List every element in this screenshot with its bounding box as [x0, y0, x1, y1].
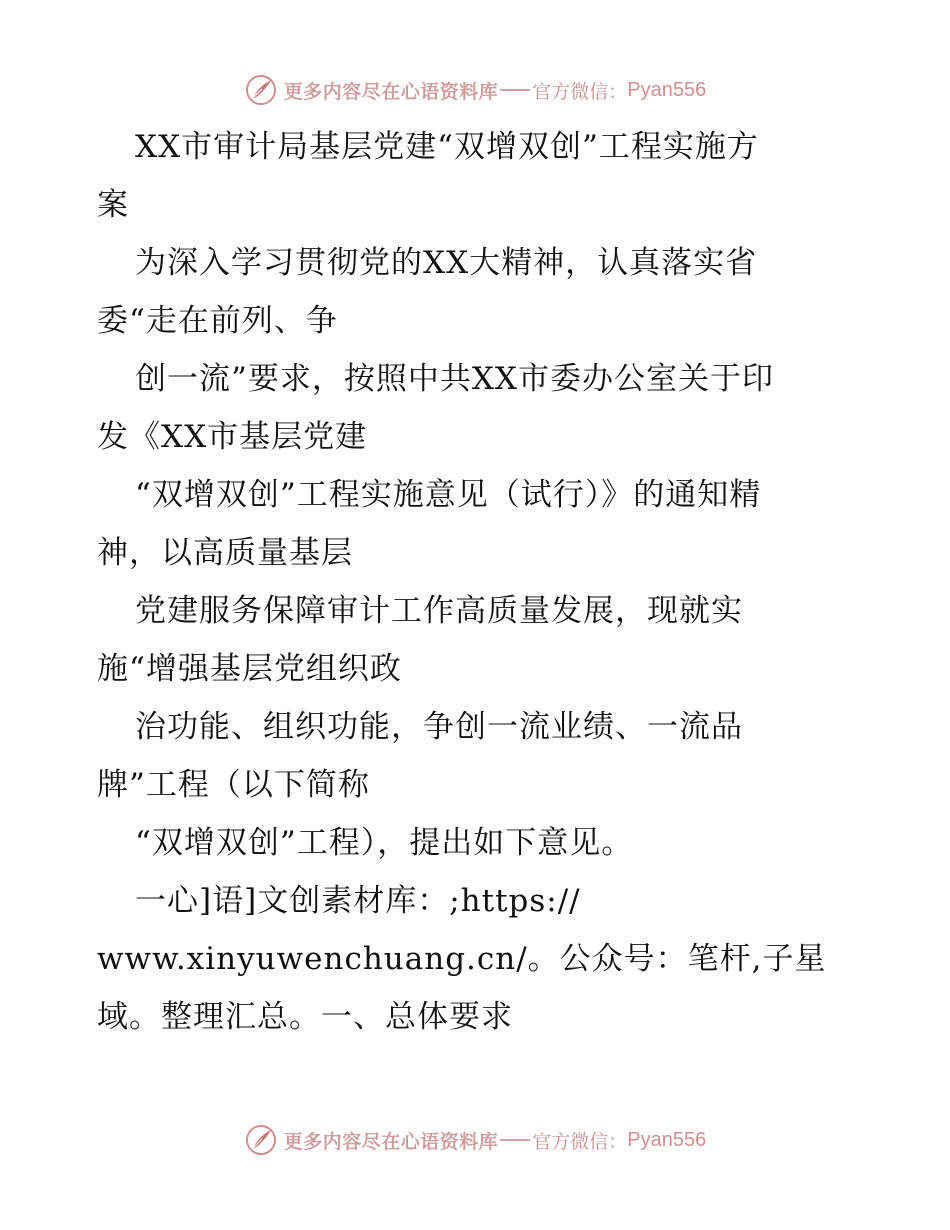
quill-logo-icon: [244, 73, 278, 107]
banner-dash: [500, 89, 530, 91]
doc-text-line: 党建服务保障审计工作高质量发展，现就实: [135, 593, 743, 629]
doc-text-line: 牌”工程（以下简称: [97, 767, 370, 803]
banner-brand-text: 更多内容尽在心语资料库: [283, 80, 499, 103]
doc-text-line: 委“走在前列、争: [97, 303, 338, 339]
banner-wechat-id: Pyan556: [627, 78, 707, 101]
banner-brand-text: 更多内容尽在心语资料库: [283, 1130, 499, 1153]
doc-text-line: 施“增强基层党组织政: [97, 651, 402, 687]
doc-text-line: “双增双创”工程实施意见（试行）》的通知精: [135, 477, 762, 513]
doc-text-line: 治功能、组织功能，争创一流业绩、一流品: [135, 709, 743, 745]
doc-text-line: “双增双创”工程），提出如下意见。: [135, 825, 634, 861]
doc-text-line: www.xinyuwenchuang.cn/。公众号：笔杆,子星: [97, 941, 827, 977]
doc-title-line-2: 案: [97, 187, 129, 223]
header-watermark-banner: [0, 70, 950, 110]
doc-text-line: 神，以高质量基层: [97, 535, 353, 571]
doc-text-line: 为深入学习贯彻党的XX大精神，认真落实省: [135, 245, 758, 281]
banner-wechat-label: 官方微信：: [532, 80, 628, 103]
quill-logo-icon: [244, 1123, 278, 1157]
doc-text-line: 域。整理汇总。一、总体要求: [97, 999, 513, 1035]
doc-text-line: 创一流”要求，按照中共XX市委办公室关于印: [135, 361, 774, 397]
banner-wechat-id: Pyan556: [627, 1128, 707, 1151]
doc-title-line-1: XX市审计局基层党建“双增双创”工程实施方: [135, 129, 759, 165]
banner-wechat-label: 官方微信：: [532, 1130, 628, 1153]
document-body: [97, 118, 867, 1046]
doc-text-line: 发《XX市基层党建: [97, 419, 368, 455]
banner-dash: [500, 1139, 530, 1141]
doc-text-line: 一心]语]文创素材库：;https://: [135, 883, 581, 919]
footer-watermark-banner: [0, 1120, 950, 1160]
